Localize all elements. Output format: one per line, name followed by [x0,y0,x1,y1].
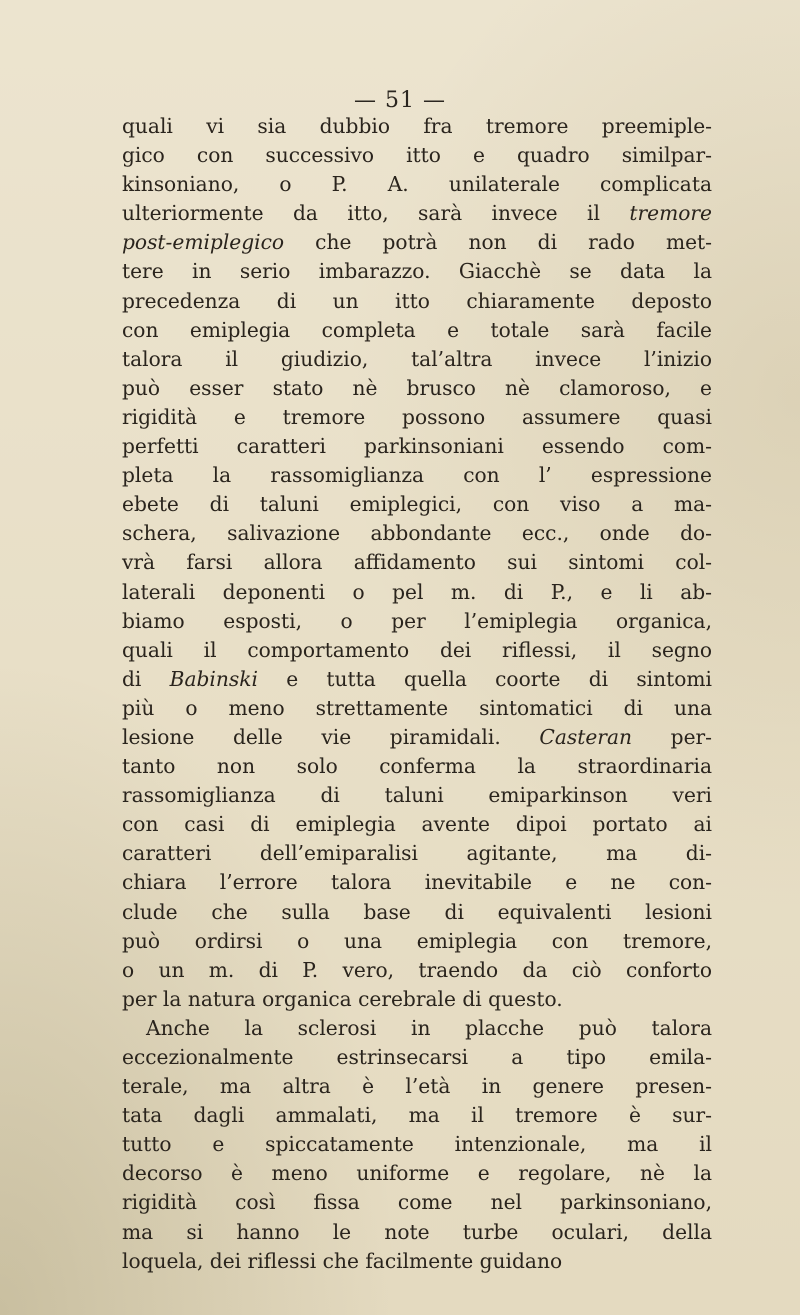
text-segment: con emiplegia completa e totale sarà facile [122,317,712,342]
text-segment: lesione delle vie piramidali. [122,724,540,749]
text-line [122,1130,712,1159]
text-segment: con casi di emiplegia avente dipoi portato ai [122,812,712,837]
text-segment: ma si hanno le note turbe oculari, della [122,1219,712,1244]
text-line [122,694,712,723]
text-line [122,752,712,781]
text-line [122,1218,712,1247]
text-line [122,432,712,461]
text-segment: tutto e spiccatamente intenzionale, ma il [122,1132,712,1157]
text-line [122,287,712,316]
text-line [122,1014,712,1043]
text-line [122,257,712,286]
text-line [122,985,712,1014]
text-line [122,781,712,810]
text-line [122,199,712,228]
text-line [122,112,712,141]
text-segment: quali il comportamento dei riflessi, il segno [122,637,712,662]
text-line [122,316,712,345]
text-segment: kinsoniano, o P. A. unilaterale complicata [122,172,712,197]
text-segment: vrà farsi allora affidamento sui sintomi col- [122,550,712,575]
text-line [122,374,712,403]
text-line [122,461,712,490]
text-line [122,1159,712,1188]
text-line [122,490,712,519]
text-line [122,723,712,752]
italic-segment: Babinski [169,666,258,691]
text-segment: biamo esposti, o per l’emiplegia organica, [122,608,712,633]
body-text [122,112,712,1276]
italic-segment: Casteran [539,724,632,749]
text-segment: precedenza di un itto chiaramente deposto [122,288,712,313]
text-segment: può esser stato nè brusco nè clamoroso, e [122,375,712,400]
text-line [122,607,712,636]
text-line [122,898,712,927]
text-segment: laterali deponenti o pel m. di P., e li ab- [122,579,712,604]
text-line [122,170,712,199]
text-line [122,839,712,868]
text-segment: rassomiglianza di taluni emiparkinson veri [122,783,712,808]
text-line [122,927,712,956]
text-line [122,810,712,839]
text-segment: gico con successivo itto e quadro similpar- [122,143,712,168]
text-line [122,548,712,577]
text-segment: di [122,666,170,691]
text-segment: caratteri dell’emiparalisi agitante, ma di- [122,841,712,866]
text-segment: rigidità così fissa come nel parkinsoniano, [122,1190,712,1215]
text-line [122,1101,712,1130]
text-line [122,665,712,694]
text-segment: può ordirsi o una emiplegia con tremore, [122,928,712,953]
text-segment: ebete di taluni emiplegici, con viso a ma- [122,492,712,517]
text-line [122,141,712,170]
text-segment: ulteriormente da itto, sarà invece il [122,201,630,226]
text-line [122,345,712,374]
text-segment: tata dagli ammalati, ma il tremore è sur- [122,1103,712,1128]
text-line [122,228,712,257]
text-segment: clude che sulla base di equivalenti lesioni [122,899,712,924]
text-segment: chiara l’errore talora inevitabile e ne con- [122,870,712,895]
text-segment: e tutta quella coorte di sintomi [257,666,713,691]
text-segment: pleta la rassomiglianza con l’ espressione [122,463,712,488]
text-segment: decorso è meno uniforme e regolare, nè la [122,1161,712,1186]
text-segment: schera, salivazione abbondante ecc., onde do- [122,521,712,546]
italic-segment: post-emiplegico [122,230,285,255]
text-segment: tere in serio imbarazzo. Giacchè se data la [122,259,712,284]
text-segment: eccezionalmente estrinsecarsi a tipo emila- [122,1045,712,1069]
italic-segment: tremore [629,201,712,226]
text-line [122,956,712,985]
text-line [122,519,712,548]
text-segment: tanto non solo conferma la straordinaria [122,754,712,779]
text-segment: terale, ma altra è l’età in genere presen- [122,1074,712,1099]
text-segment: quali vi sia dubbio fra tremore preemiple- [122,114,712,138]
text-line [122,1072,712,1101]
text-line [122,1043,712,1072]
text-line [122,1247,712,1276]
text-line [122,403,712,432]
text-line [122,578,712,607]
text-segment: perfetti caratteri parkinsoniani essendo com- [122,434,712,459]
page-number: — 51 — [354,88,446,113]
text-segment: per- [632,724,712,749]
text-line [122,868,712,897]
text-segment: che potrà non di rado met- [284,230,712,255]
text-segment: Anche la sclerosi in placche può talora [146,1015,712,1040]
text-line [122,636,712,665]
text-segment: rigidità e tremore possono assumere quasi [122,404,712,429]
text-segment: talora il giudizio, tal’altra invece l’inizio [122,346,712,371]
text-segment: più o meno strettamente sintomatici di una [122,695,712,720]
text-segment: per la natura organica cerebrale di questo. [122,986,563,1011]
text-segment: o un m. di P. vero, traendo da ciò conforto [122,957,712,982]
text-line [122,1188,712,1217]
text-segment: loquela, dei riflessi che facilmente guidano [122,1248,563,1273]
